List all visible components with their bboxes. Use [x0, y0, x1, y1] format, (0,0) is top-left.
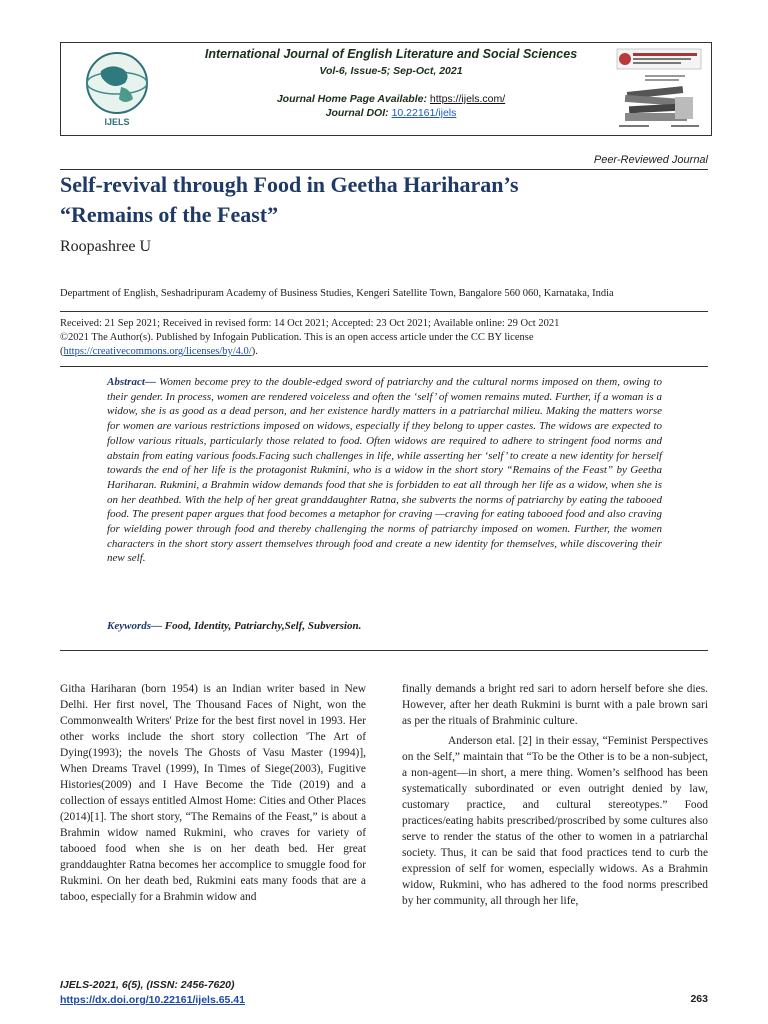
peer-reviewed-label: Peer-Reviewed Journal	[593, 154, 708, 166]
page-number: 263	[690, 993, 708, 1005]
abstract-bottom-divider	[60, 650, 708, 651]
body-paragraph: Githa Hariharan (born 1954) is an Indian writer based in New Delhi. Her first novel, The Thousand Faces of Night, won the Commonwealth Writers' Prize for the best first novel in 1993. Her other works include the short story collection 'The Art of Dying(1993); the novels The Ghosts of Vasu Master (1994)], When Dreams Travel (1999), In Times of Siege(2003), Fugitive Histories(2009) and I Have Become the Tide (2019) and a collection of essays entitled Almost Home: Cities and Other Places (2014)[1]. The short story, “The Remains of the Feast,” is about a Brahmin widow named Rukmini, who craves for variety of tabooed food when she is on her death bed. Her great granddaughter Ratna becomes her accomplice to smuggle food for Rukmini. On her death bed, Rukmini eats many foods that are a taboo, especially for a Brahmin widow and	[60, 683, 366, 903]
article-title	[60, 170, 708, 230]
license-statement: ©2021 The Author(s). Published by Infogain Publication. This is an open access article under the CC BY license	[60, 332, 534, 343]
dates-divider	[60, 311, 708, 312]
keywords	[107, 620, 662, 632]
journal-doi: Journal DOI: 10.22161/ijels	[325, 107, 457, 119]
author-affiliation: Department of English, Seshadripuram Academy of Business Studies, Kengeri Satellite Town, Bangalore 560 060, Karnataka, India	[60, 288, 614, 299]
footer-citation: IJELS-2021, 6(5), (ISSN: 2456-7620)	[60, 979, 235, 991]
body-paragraph: Anderson etal. [2] in their essay, “Feminist Perspectives on the Self,” maintain that “To be the Other is to be a non-subject, a non-agent—in short, a mere thing. Women’s selfhood has been systematically subordinated or even outright denied by law, customary practice, and cultural stereotypes.” Food practices/eating habits prescribed/proscribed by some cultures also serve to render the status of the other to women in a patriarchal society. Thus, it can be said that food practices tend to curb the expression of self for women, especially widows. As a Brahmin widow, Rukmini, who has adhered to the food norms prescribed by her community, all through her life,	[402, 735, 708, 907]
abstract-label: Abstract—	[107, 376, 156, 388]
journal-cover-image	[615, 47, 703, 133]
journal-issue: Vol-6, Issue-5; Sep-Oct, 2021	[319, 65, 463, 77]
license-link[interactable]: https://creativecommons.org/licenses/by/4.0/	[63, 346, 252, 357]
received-dates: Received: 21 Sep 2021; Received in revised form: 14 Oct 2021; Accepted: 23 Oct 2021; Available online: 29 Oct 2021	[60, 318, 560, 329]
journal-name: International Journal of English Literature and Social Sciences	[204, 47, 578, 61]
abstract-text: Women become prey to the double-edged sword of patriarchy and the cultural norms imposed on them, owing to their gender. In process, women are rendered voiceless and often the ‘self’ of women remains muted. Further, if a woman is a widow, she is as good as a dead person, and her existence hardly matters in a patriarchal milieu. Making the matters worse for women are various restrictions imposed on widows, especially if they belong to upper castes. The widows are expected to follow various rituals, particularly those related to food. Often widows are required to adhere to stringent food norms and abstain from eating various foods.Facing such challenges in life, while asserting her ‘self’ to create a new identity for herself towards the end of her life is the protagonist Rukmini, who is a widow in the short story “Remains of the Feast” by Geetha Hariharan. Rukmini, a Brahmin widow demands food that she is forbidden to eat all through her life as a widow, when she is on her deathbed. With the help of her great granddaughter Ratna, she subverts the norms of patriarchy by eating the tabooed food. The present paper argues that food becomes a metaphor for craving —craving for eating tabooed food and also craving for wielding power through food and thereby challenging the norms of patriarchy imposed on women. Further, the women characters in the short story assert themselves through food and create a new identity for themselves, while discovering their new self.	[107, 376, 662, 565]
journal-doi-link[interactable]: 10.22161/ijels	[391, 107, 457, 119]
journal-header-text	[181, 45, 601, 119]
author-name: Roopashree U	[60, 238, 152, 255]
body-paragraph: finally demands a bright red sari to adorn herself before she dies. However, after her death Rukmini is burnt with a pale brown sari as per the rituals of Brahminic culture.	[402, 683, 708, 727]
abstract	[107, 375, 662, 566]
body-left-column	[60, 681, 366, 909]
publication-dates	[60, 317, 708, 359]
journal-homepage-link[interactable]: https://ijels.com/	[429, 93, 506, 105]
keywords-text: Food, Identity, Patriarchy,Self, Subversion.	[162, 620, 362, 632]
article-title-line-1: Self-revival through Food in Geetha Hariharan’s	[60, 172, 519, 197]
journal-header	[60, 42, 712, 136]
footer-doi-link[interactable]: https://dx.doi.org/10.22161/ijels.65.41	[60, 994, 245, 1006]
license-link-line: (https://creativecommons.org/licenses/by/4.0/).	[60, 346, 258, 357]
body-right-column	[402, 681, 708, 913]
journal-logo	[71, 49, 163, 129]
page-footer	[60, 978, 245, 1008]
article-title-line-2: “Remains of the Feast”	[60, 202, 279, 227]
journal-homepage: Journal Home Page Available: https://ijels.com/	[276, 93, 506, 105]
abstract-top-divider	[60, 366, 708, 367]
keywords-label: Keywords—	[107, 620, 162, 632]
svg-text:IJELS: IJELS	[104, 117, 130, 127]
